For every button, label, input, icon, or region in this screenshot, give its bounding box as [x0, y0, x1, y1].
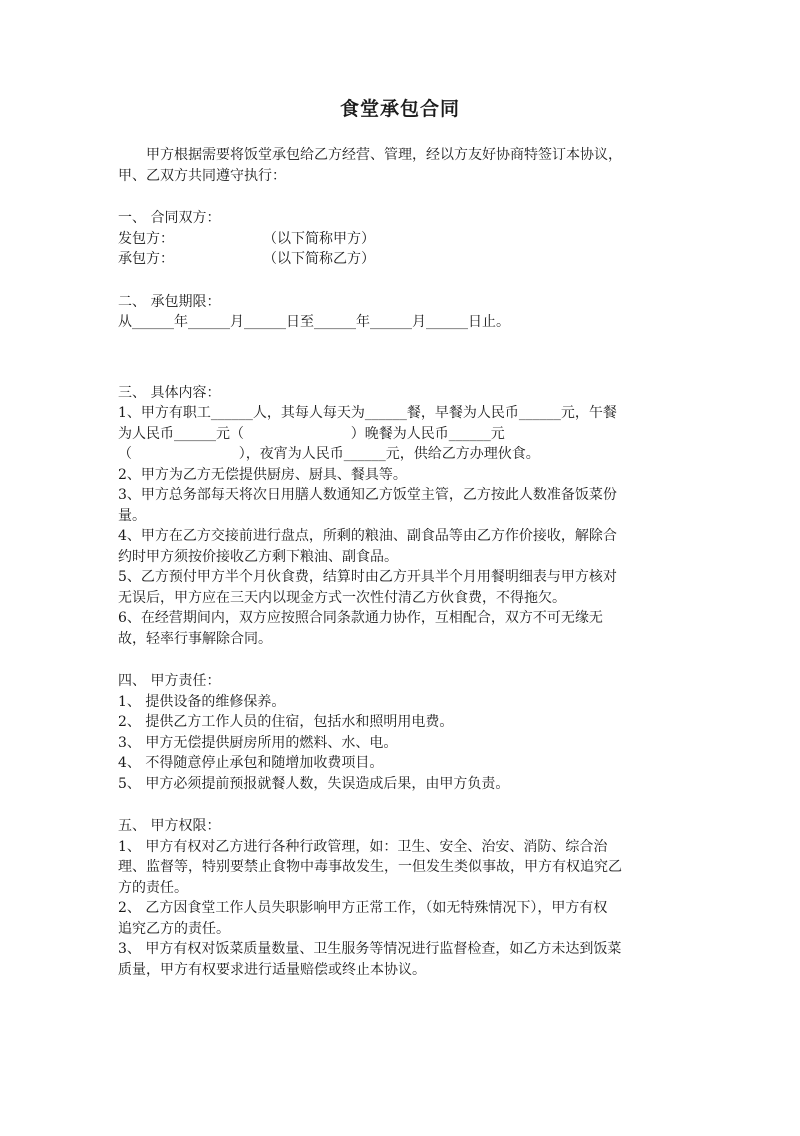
section-3-line: 4、甲方在乙方交接前进行盘点，所剩的粮油、副食品等由乙方作价接收，解除合 [118, 528, 617, 544]
section-4-line: 5、 甲方必须提前预报就餐人数，失误造成后果，由甲方负责。 [118, 775, 510, 792]
section-5-line: 方的责任。 [118, 879, 188, 896]
section-2-heading: 二、 承包期限： [118, 293, 221, 310]
contract-body [118, 145, 688, 980]
section-3-line: 2、甲方为乙方无偿提供厨房、厨具、餐具等。 [118, 466, 407, 483]
section-5-line: 理、监督等，特别要禁止食物中毒事故发生，一但发生类似事故，甲方有权追究乙 [118, 859, 622, 875]
section-3-line: 3、甲方总务部每天将次日用膳人数通知乙方饭堂主管，乙方按此人数准备饭菜份 [118, 487, 617, 503]
section-4-line: 3、 甲方无偿提供厨房所用的燃料、水、电。 [118, 734, 398, 751]
section-3-line: 6、在经营期间内，双方应按照合同条款通力协作，互相配合，双方不可无缘无 [118, 610, 603, 626]
intro-line-2: 甲、乙双方共同遵守执行： [118, 167, 286, 184]
section-5-line: 1、 甲方有权对乙方进行各种行政管理，如：卫生、安全、治安、消防、综合治 [118, 838, 608, 855]
section-5-line: 质量，甲方有权要求进行适量赔偿或终止本协议。 [118, 961, 426, 978]
section-3-line: （ ），夜宵为人民币______元，供给乙方办理伙食。 [118, 446, 540, 462]
section-4-heading: 四、 甲方责任： [118, 673, 221, 689]
section-3-line: 故，轻率行事解除合同。 [118, 630, 272, 647]
section-3-line: 5、乙方预付甲方半个月伙食费，结算时由乙方开具半个月用餐明细表与甲方核对 [118, 569, 617, 585]
intro-line-1: 甲方根据需要将饭堂承包给乙方经营、管理，经以方友好协商特签订本协议， [146, 147, 622, 163]
section-4-line: 4、 不得随意停止承包和随增加收费项目。 [118, 755, 384, 771]
section-3-line: 约时甲方须按价接收乙方剩下粮油、副食品。 [118, 548, 398, 565]
section-3-heading: 三、 具体内容： [118, 384, 221, 401]
section-1-heading: 一、 合同双方： [118, 210, 221, 226]
section-5-heading: 五、 甲方权限： [118, 818, 221, 834]
section-3-line: 无误后，甲方应在三天内以现金方式一次性付清乙方伙食费，不得拖欠。 [118, 589, 566, 606]
section-5-line: 3、 甲方有权对饭菜质量数量、卫生服务等情况进行监督检查，如乙方未达到饭菜 [118, 941, 622, 957]
section-5-line: 追究乙方的责任。 [118, 920, 230, 937]
section-4-line: 2、 提供乙方工作人员的住宿，包括水和照明用电费。 [118, 714, 454, 730]
party-a-line: 发包方： （以下简称甲方） [118, 230, 376, 247]
section-3-line: 为人民币______元（ ）晚餐为人民币______元 [118, 425, 505, 442]
section-3-line: 量。 [118, 507, 146, 524]
section-3-line: 1、甲方有职工______人，其每人每天为______餐，早餐为人民币______元，午餐 [118, 405, 617, 421]
section-4-line: 1、 提供设备的维修保养。 [118, 693, 286, 710]
page-title: 食堂承包合同 [339, 98, 460, 120]
section-5-line: 2、 乙方因食堂工作人员失职影响甲方正常工作，（如无特殊情况下），甲方有权 [118, 900, 608, 916]
contract-period: 从______年______月______日至______年______月______日止。 [118, 314, 510, 330]
party-b-line: 承包方： （以下简称乙方） [118, 251, 376, 267]
